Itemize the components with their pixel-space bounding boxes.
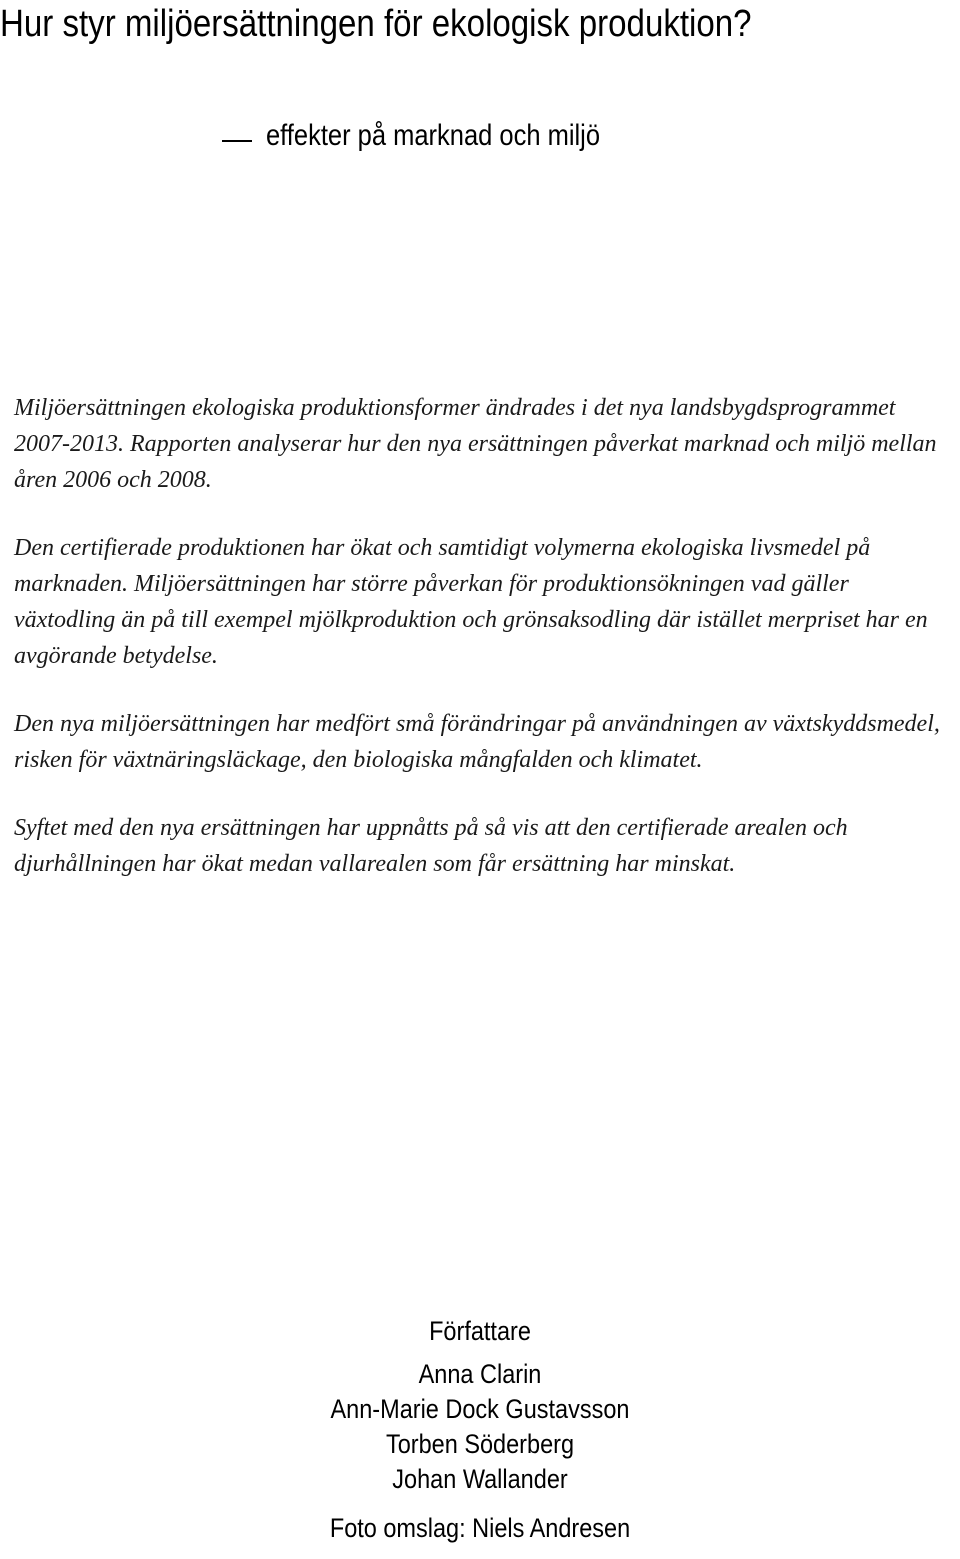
author-name: Anna Clarin — [418, 1359, 542, 1389]
abstract-paragraph: Syftet med den nya ersättningen har uppnåtts på så vis att den certifierade arealen och djurhållningen har ökat medan vallarealen som får ersättning har minskat. — [14, 815, 848, 877]
authors-block — [0, 1314, 960, 1497]
author-name: Johan Wallander — [392, 1464, 568, 1494]
author-name: Torben Söderberg — [385, 1429, 575, 1459]
abstract-paragraph: Miljöersättningen ekologiska produktionsformer ändrades i det nya landsbygdsprogrammet 2007-2013. Rapporten analyserar hur den nya ersättningen påverkat marknad och miljö mellan åren 2006 och 2008. — [14, 395, 937, 493]
abstract — [14, 390, 954, 914]
subtitle-dash — [222, 140, 252, 142]
abstract-paragraph: Den nya miljöersättningen har medfört små förändringar på användningen av växtskyddsmedel, risken för växtnäringsläckage, den biologiska mångfalden och klimatet. — [14, 711, 940, 773]
document-title: Hur styr miljöersättningen för ekologisk produktion? — [0, 3, 752, 45]
photo-credit: Foto omslag: Niels Andresen — [329, 1513, 631, 1543]
document-subtitle: effekter på marknad och miljö — [266, 119, 601, 152]
abstract-paragraph: Den certifierade produktionen har ökat och samtidigt volymerna ekologiska livsmedel på marknaden. Miljöersättningen har större påverkan för produktionsökningen vad gäller växtodling än på till exempel mjölkproduktion och grönsaksodling där istället merpriset har en avgörande betydelse. — [14, 535, 928, 669]
authors-heading: Författare — [429, 1316, 531, 1346]
author-name: Ann-Marie Dock Gustavsson — [330, 1394, 630, 1424]
